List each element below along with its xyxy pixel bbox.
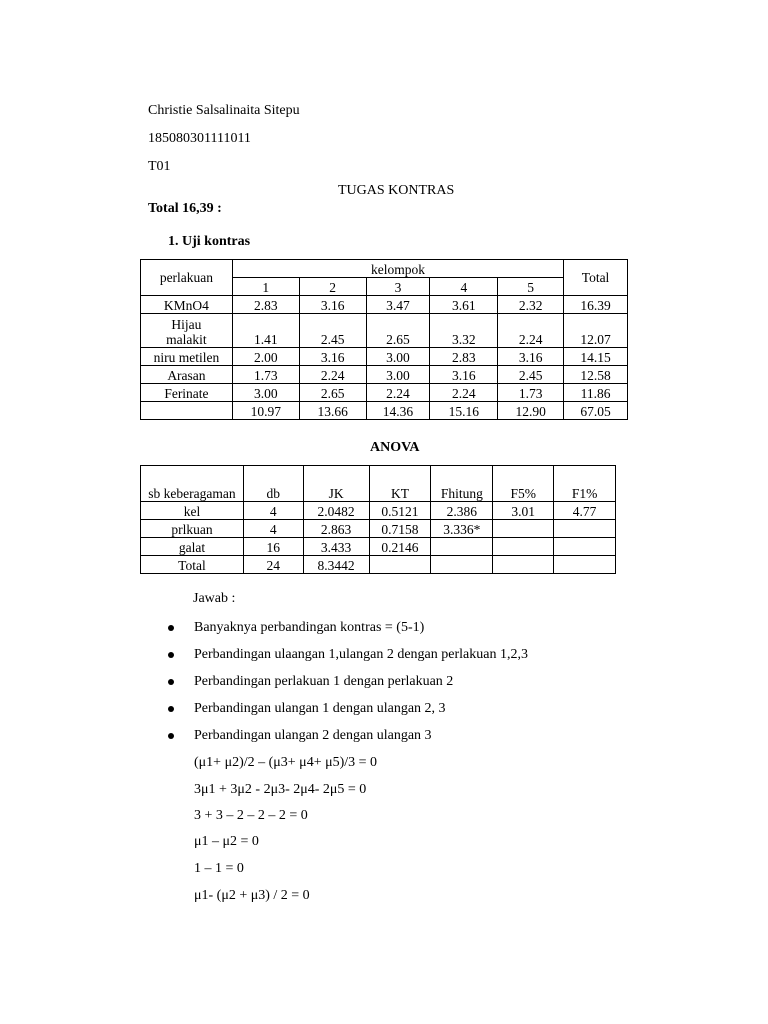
- table-row: [141, 384, 628, 402]
- sum-row: [141, 402, 628, 420]
- cell-value: 2.00: [232, 348, 299, 366]
- anova-cell: 2.863: [303, 520, 369, 538]
- empty-cell: [141, 402, 233, 420]
- bullet-text: Perbandingan ulangan 1 dengan ulangan 2, 3: [194, 701, 446, 716]
- bullet-text: Perbandingan ulangan 2 dengan ulangan 3: [194, 728, 432, 743]
- group-header: 1: [232, 278, 299, 296]
- cell-value: 3.00: [232, 384, 299, 402]
- cell-value: 2.45: [299, 314, 366, 348]
- anova-header: sb keberagaman: [141, 466, 244, 502]
- column-sum: 13.66: [299, 402, 366, 420]
- cell-value: 2.24: [299, 366, 366, 384]
- bullet-icon: [168, 679, 174, 685]
- anova-cell: 16: [243, 538, 303, 556]
- contrast-data-table: [140, 259, 628, 420]
- cell-value: 2.83: [232, 296, 299, 314]
- group-header: 2: [299, 278, 366, 296]
- group-header: 4: [430, 278, 498, 296]
- anova-cell: [554, 538, 616, 556]
- grand-total: 67.05: [564, 402, 628, 420]
- bullet-icon: [168, 706, 174, 712]
- column-sum: 15.16: [430, 402, 498, 420]
- row-total: 11.86: [564, 384, 628, 402]
- anova-cell: [554, 520, 616, 538]
- table-row: [141, 538, 616, 556]
- row-total: 16.39: [564, 296, 628, 314]
- header-perlakuan: perlakuan: [141, 260, 233, 296]
- column-sum: 12.90: [498, 402, 564, 420]
- bullet-text: Banyaknya perbandingan kontras = (5-1): [194, 620, 425, 635]
- table-row: [141, 296, 628, 314]
- equation: μ1- (μ2 + μ3) / 2 = 0: [194, 888, 310, 903]
- anova-heading: ANOVA: [370, 440, 420, 455]
- cell-value: 3.16: [299, 348, 366, 366]
- anova-cell: 2.386: [431, 502, 493, 520]
- anova-cell: galat: [141, 538, 244, 556]
- equation: 3 + 3 – 2 – 2 – 2 = 0: [194, 808, 308, 823]
- anova-cell: [431, 556, 493, 574]
- anova-cell: [431, 538, 493, 556]
- bullet-text: Perbandingan perlakuan 1 dengan perlakuan 2: [194, 674, 454, 689]
- anova-cell: [493, 556, 554, 574]
- page-title: TUGAS KONTRAS: [338, 183, 455, 198]
- row-total: 14.15: [564, 348, 628, 366]
- cell-value: 3.32: [430, 314, 498, 348]
- anova-cell: [493, 520, 554, 538]
- anova-cell: [554, 556, 616, 574]
- equation: μ1 – μ2 = 0: [194, 834, 259, 849]
- anova-cell: 0.5121: [369, 502, 431, 520]
- column-sum: 10.97: [232, 402, 299, 420]
- jawab-label: Jawab :: [193, 591, 236, 606]
- cell-value: 2.65: [366, 314, 430, 348]
- bullet-text: Perbandingan ulaangan 1,ulangan 2 dengan perlakuan 1,2,3: [194, 647, 528, 662]
- anova-header: db: [243, 466, 303, 502]
- treatment-name: KMnO4: [141, 296, 233, 314]
- cell-value: 2.24: [498, 314, 564, 348]
- cell-value: 1.73: [232, 366, 299, 384]
- section-heading: 1. Uji kontras: [168, 234, 251, 249]
- anova-header: KT: [369, 466, 431, 502]
- anova-cell: Total: [141, 556, 244, 574]
- cell-value: 1.41: [232, 314, 299, 348]
- equation: 1 – 1 = 0: [194, 861, 244, 876]
- cell-value: 2.24: [366, 384, 430, 402]
- cell-value: 2.65: [299, 384, 366, 402]
- treatment-name: Ferinate: [141, 384, 233, 402]
- cell-value: 1.73: [498, 384, 564, 402]
- student-name: Christie Salsalinaita Sitepu: [148, 103, 300, 118]
- anova-header: F5%: [493, 466, 554, 502]
- cell-value: 3.16: [299, 296, 366, 314]
- table-row: [141, 556, 616, 574]
- bullet-icon: [168, 625, 174, 631]
- treatment-name: Arasan: [141, 366, 233, 384]
- cell-value: 2.45: [498, 366, 564, 384]
- anova-cell: 8.3442: [303, 556, 369, 574]
- anova-table: [140, 465, 616, 574]
- cell-value: 3.16: [430, 366, 498, 384]
- class-code: T01: [148, 159, 171, 174]
- header-total: Total: [564, 260, 628, 296]
- cell-value: 3.61: [430, 296, 498, 314]
- anova-cell: 24: [243, 556, 303, 574]
- anova-cell: 0.2146: [369, 538, 431, 556]
- anova-cell: kel: [141, 502, 244, 520]
- anova-cell: 3.433: [303, 538, 369, 556]
- treatment-name: Hijau malakit: [141, 314, 233, 348]
- equation: 3μ1 + 3μ2 - 2μ3- 2μ4- 2μ5 = 0: [194, 782, 367, 797]
- cell-value: 2.24: [430, 384, 498, 402]
- bullet-icon: [168, 733, 174, 739]
- total-label: Total 16,39 :: [148, 201, 222, 216]
- table-row: [141, 348, 628, 366]
- row-total: 12.07: [564, 314, 628, 348]
- anova-cell: 0.7158: [369, 520, 431, 538]
- row-total: 12.58: [564, 366, 628, 384]
- cell-value: 3.47: [366, 296, 430, 314]
- cell-value: 2.83: [430, 348, 498, 366]
- treatment-name: niru metilen: [141, 348, 233, 366]
- cell-value: 3.00: [366, 366, 430, 384]
- cell-value: 3.16: [498, 348, 564, 366]
- group-header: 3: [366, 278, 430, 296]
- anova-cell: 3.01: [493, 502, 554, 520]
- anova-header: Fhitung: [431, 466, 493, 502]
- table-row: [141, 366, 628, 384]
- anova-cell: 4: [243, 520, 303, 538]
- student-nim: 185080301111011: [148, 131, 251, 146]
- anova-header: JK: [303, 466, 369, 502]
- anova-cell: prlkuan: [141, 520, 244, 538]
- anova-cell: 4: [243, 502, 303, 520]
- anova-cell: [369, 556, 431, 574]
- column-sum: 14.36: [366, 402, 430, 420]
- anova-cell: 2.0482: [303, 502, 369, 520]
- anova-cell: [493, 538, 554, 556]
- table-row: [141, 520, 616, 538]
- anova-header: F1%: [554, 466, 616, 502]
- table-row: [141, 314, 628, 348]
- anova-cell: 4.77: [554, 502, 616, 520]
- bullet-icon: [168, 652, 174, 658]
- cell-value: 3.00: [366, 348, 430, 366]
- table-row: [141, 502, 616, 520]
- group-header: 5: [498, 278, 564, 296]
- header-kelompok: kelompok: [232, 260, 563, 278]
- anova-cell: 3.336*: [431, 520, 493, 538]
- cell-value: 2.32: [498, 296, 564, 314]
- equation: (μ1+ μ2)/2 – (μ3+ μ4+ μ5)/3 = 0: [194, 755, 378, 770]
